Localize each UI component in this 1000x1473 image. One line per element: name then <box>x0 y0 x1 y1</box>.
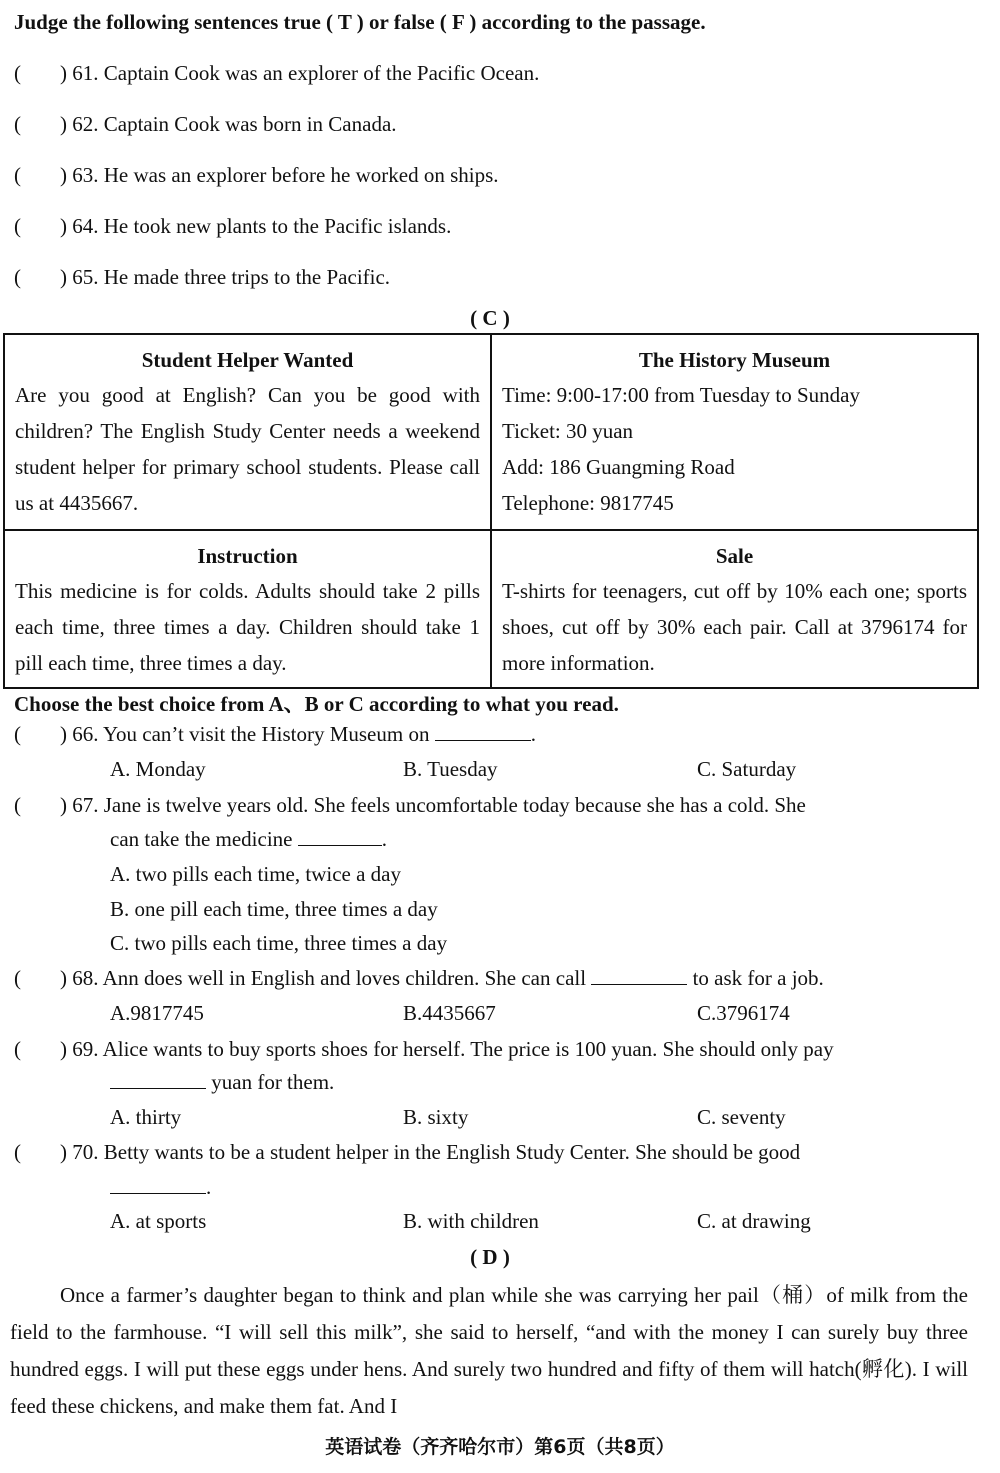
notice-student-helper <box>4 334 491 530</box>
section-c-heading: ( C ) <box>470 306 510 330</box>
q68-option-a: A.9817745 <box>110 1001 204 1025</box>
museum-ticket: Ticket: 30 yuan <box>502 419 634 443</box>
notice-title: Instruction <box>197 544 298 568</box>
q68-option-b: B.4435667 <box>403 1001 496 1025</box>
question-67-line2: can take the medicine . <box>110 827 387 851</box>
question-69-line2: yuan for them. <box>110 1070 334 1095</box>
notice-instruction <box>4 530 491 688</box>
q66-option-b: B. Tuesday <box>403 757 498 781</box>
choice-instruction: Choose the best choice from A、B or C according to what you read. <box>14 692 619 716</box>
question-70-line2: . <box>110 1175 211 1200</box>
q69-option-a: A. thirty <box>110 1105 182 1129</box>
question-67: ( ) 67. Jane is twelve years old. She feels uncomfortable today because she has a cold. She <box>14 793 806 817</box>
section-d-heading: ( D ) <box>470 1245 510 1269</box>
q66-option-c: C. Saturday <box>697 757 797 781</box>
notice-title: The History Museum <box>638 348 831 372</box>
tf-item-63: ( ) 63. He was an explorer before he worked on ships. <box>14 163 499 187</box>
q67-option-b: B. one pill each time, three times a day <box>110 897 438 921</box>
notice-body: T-shirts for teenagers, cut off by 10% each one; sports shoes, cut off by 30% each pair. Call at 3796174 for more information. <box>502 579 967 675</box>
question-70: ( ) 70. Betty wants to be a student helper in the English Study Center. She should be good <box>14 1140 801 1164</box>
question-69: ( ) 69. Alice wants to buy sports shoes for herself. The price is 100 yuan. She should only pay <box>14 1037 834 1061</box>
notice-sale <box>491 530 978 688</box>
q70-option-c: C. at drawing <box>697 1209 811 1233</box>
tf-item-64: ( ) 64. He took new plants to the Pacific islands. <box>14 214 452 238</box>
page-footer: 英语试卷（齐齐哈尔市）第6页（共8页） <box>325 1436 675 1458</box>
notice-body: This medicine is for colds. Adults should take 2 pills each time, three times a day. Children should take 1 pill each time, three times a day. <box>15 579 480 675</box>
museum-time: Time: 9:00-17:00 from Tuesday to Sunday <box>502 383 861 407</box>
q67-option-a: A. two pills each time, twice a day <box>110 862 401 886</box>
q70-option-b: B. with children <box>403 1209 539 1233</box>
q70-option-a: A. at sports <box>110 1209 207 1233</box>
tf-instruction: Judge the following sentences true ( T ) or false ( F ) according to the passage. <box>14 10 706 34</box>
museum-address: Add: 186 Guangming Road <box>502 455 735 479</box>
q66-option-a: A. Monday <box>110 757 206 781</box>
q69-option-c: C. seventy <box>697 1105 786 1129</box>
tf-item-65: ( ) 65. He made three trips to the Pacific. <box>14 265 391 289</box>
notice-body: Are you good at English? Can you be good with children? The English Study Center needs a weekend student helper for primary school students. Please call us at 4435667. <box>15 383 480 515</box>
q69-option-b: B. sixty <box>403 1105 469 1129</box>
section-d-passage: Once a farmer’s daughter began to think and plan while she was carrying her pail（桶）of milk from the field to the farmhouse. “I will sell this milk”, she said to herself, “and with the money I can surely buy three hundred eggs. I will put these eggs under hens. And surely two hundred and fifty of them will hatch(孵化). I will feed these chickens, and make them fat. And I <box>10 1283 968 1418</box>
notice-title: Sale <box>715 544 754 568</box>
notice-history-museum <box>491 334 978 530</box>
notices-table <box>3 333 979 689</box>
q68-option-c: C.3796174 <box>697 1001 790 1025</box>
question-66: ( ) 66. You can’t visit the History Museum on . <box>14 722 536 746</box>
notice-title: Student Helper Wanted <box>141 348 354 372</box>
tf-item-62: ( ) 62. Captain Cook was born in Canada. <box>14 112 397 136</box>
museum-telephone: Telephone: 9817745 <box>502 491 674 515</box>
question-68: ( ) 68. Ann does well in English and loves children. She can call to ask for a job. <box>14 966 824 990</box>
tf-item-61: ( ) 61. Captain Cook was an explorer of the Pacific Ocean. <box>14 61 540 85</box>
q67-option-c: C. two pills each time, three times a day <box>110 931 448 955</box>
